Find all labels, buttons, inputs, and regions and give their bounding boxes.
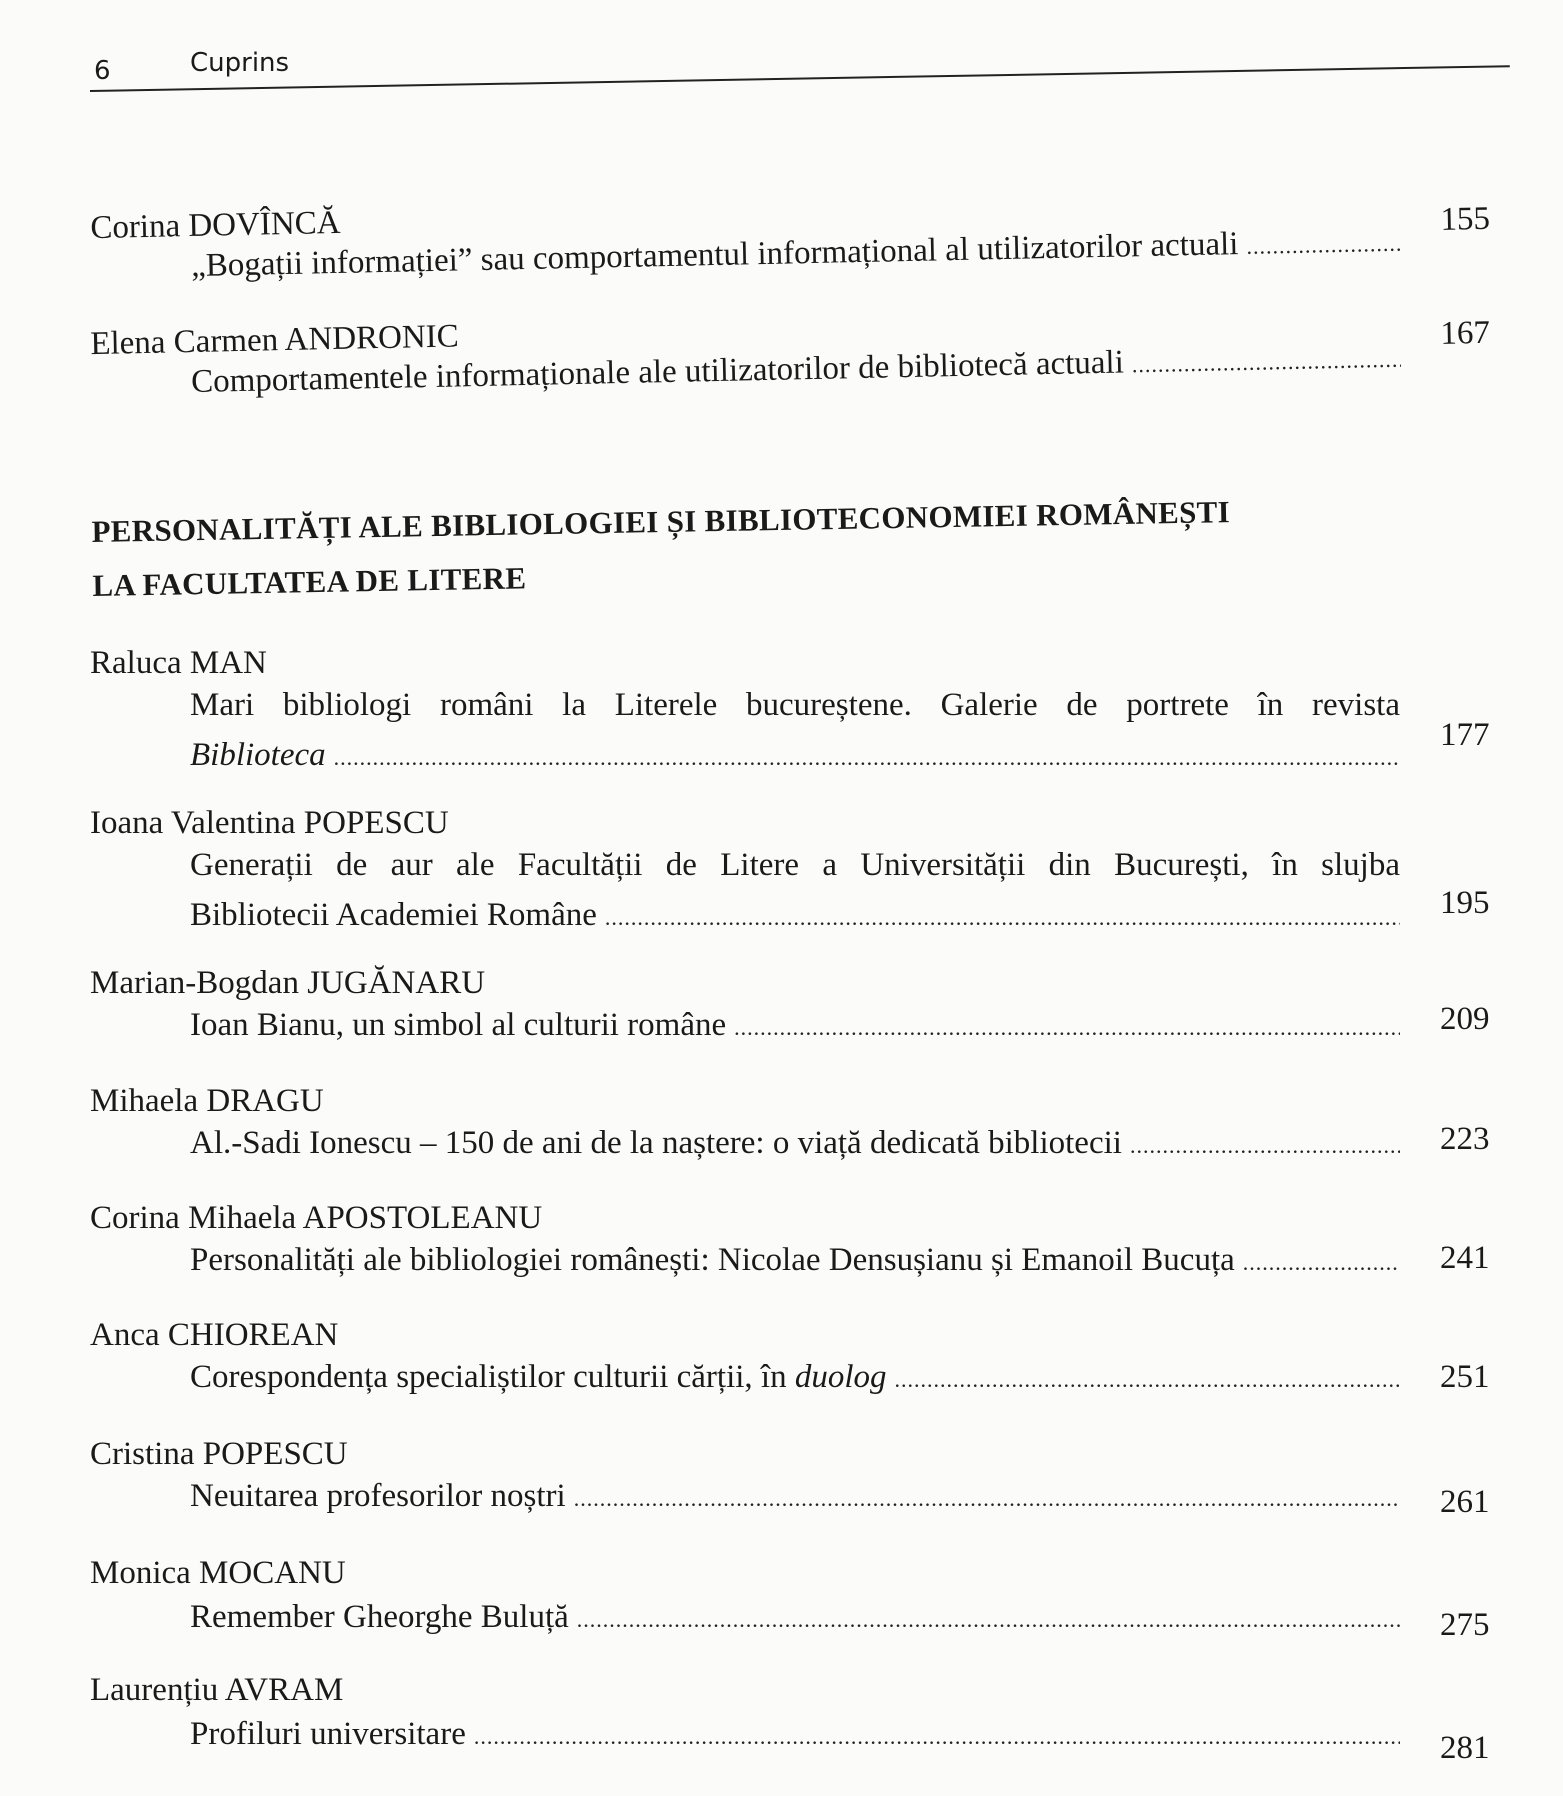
toc-title-line	[190, 1478, 1400, 1515]
toc-author: Corina DOVÎNCĂ	[89, 204, 341, 247]
dot-leader	[334, 745, 1400, 771]
toc-page-number: 261	[1440, 1484, 1490, 1520]
toc-page-number: 223	[1440, 1121, 1490, 1157]
toc-title	[190, 1359, 887, 1396]
toc-title-italic: duolog	[794, 1359, 887, 1395]
toc-title-line	[190, 1125, 1400, 1162]
toc-title-line	[190, 1599, 1400, 1636]
toc-author: Mihaela DRAGU	[90, 1083, 324, 1119]
toc-title: Generații de aur ale Facultății de Litere a Universității din București, în slujba	[190, 847, 1400, 883]
dot-leader	[1130, 1133, 1400, 1159]
toc-title-line	[190, 1007, 1400, 1044]
toc-author: Cristina POPESCU	[90, 1436, 348, 1472]
toc-page-number: 251	[1440, 1359, 1490, 1395]
dot-leader	[474, 1724, 1400, 1750]
toc-page-number: 177	[1440, 717, 1490, 753]
toc-title: Neuitarea profesorilor noștri	[190, 1478, 566, 1514]
toc-page-number: 167	[1440, 314, 1491, 352]
toc-title-line	[190, 1242, 1400, 1279]
section-heading	[91, 485, 1231, 613]
toc-page-number: 281	[1440, 1730, 1490, 1766]
toc-author: Monica MOCANU	[90, 1555, 346, 1591]
toc-page-number: 209	[1440, 1001, 1490, 1037]
toc-author: Elena Carmen ANDRONIC	[89, 318, 460, 363]
toc-title: „Bogații informației” sau comportamentul informațional al utilizatorilor actuali	[190, 226, 1239, 285]
toc-title: Comportamentele informaționale ale utilizatorilor de bibliotecă actuali	[190, 344, 1125, 401]
dot-leader	[734, 1015, 1400, 1041]
toc-title: Bibliotecii Academiei Române	[190, 897, 597, 933]
header-rule	[90, 65, 1510, 92]
toc-title-line	[190, 1359, 1400, 1396]
toc-author: Ioana Valentina POPESCU	[90, 805, 449, 841]
page-number: 6	[94, 56, 111, 86]
toc-title-line	[190, 897, 1400, 934]
toc-title-main: Corespondența specialiștilor culturii cărții, în	[190, 1359, 795, 1395]
dot-leader	[577, 1607, 1400, 1633]
toc-entry	[0, 179, 1563, 285]
toc-title: Mari bibliologi români la Literele bucureștene. Galerie de portrete în revista	[190, 687, 1400, 723]
toc-title-line	[190, 847, 1400, 884]
toc-author: Laurențiu AVRAM	[90, 1672, 344, 1708]
dot-leader	[1132, 347, 1402, 379]
header-title: Cuprins	[190, 48, 290, 78]
toc-title-line	[190, 687, 1400, 724]
section-heading-line: LA FACULTATEA DE LITERE	[92, 560, 527, 603]
dot-leader	[574, 1486, 1400, 1512]
section-heading-line: PERSONALITĂȚI ALE BIBLIOLOGIEI ȘI BIBLIOTECONOMIEI ROMÂNEȘTI	[91, 494, 1231, 550]
dot-leader	[1243, 1250, 1400, 1276]
toc-title-line	[190, 737, 1400, 774]
toc-title: Al.-Sadi Ionescu – 150 de ani de la naștere: o viață dedicată bibliotecii	[190, 1125, 1122, 1161]
dot-leader	[895, 1367, 1400, 1393]
running-header	[90, 40, 1510, 100]
toc-author: Raluca MAN	[90, 645, 267, 681]
toc-author: Anca CHIOREAN	[90, 1317, 339, 1353]
toc-page-number: 155	[1440, 200, 1491, 238]
toc-entry	[0, 295, 1563, 401]
toc-title-italic: Biblioteca	[190, 737, 326, 773]
toc-title: Profiluri universitare	[190, 1716, 466, 1752]
toc-title: Remember Gheorghe Buluță	[190, 1599, 569, 1635]
dot-leader	[1246, 231, 1401, 260]
dot-leader	[605, 905, 1400, 931]
toc-author: Corina Mihaela APOSTOLEANU	[90, 1200, 543, 1236]
toc-title-line	[190, 1716, 1400, 1753]
toc-page-number: 195	[1440, 885, 1490, 921]
toc-page-number: 275	[1440, 1607, 1490, 1643]
toc-title: Ioan Bianu, un simbol al culturii române	[190, 1007, 727, 1043]
toc-author: Marian-Bogdan JUGĂNARU	[90, 965, 486, 1001]
toc-title-line	[191, 223, 1402, 285]
toc-page-number: 241	[1440, 1240, 1490, 1276]
toc-title: Personalități ale bibliologiei românești: Nicolae Densușianu și Emanoil Bucuța	[190, 1242, 1235, 1278]
